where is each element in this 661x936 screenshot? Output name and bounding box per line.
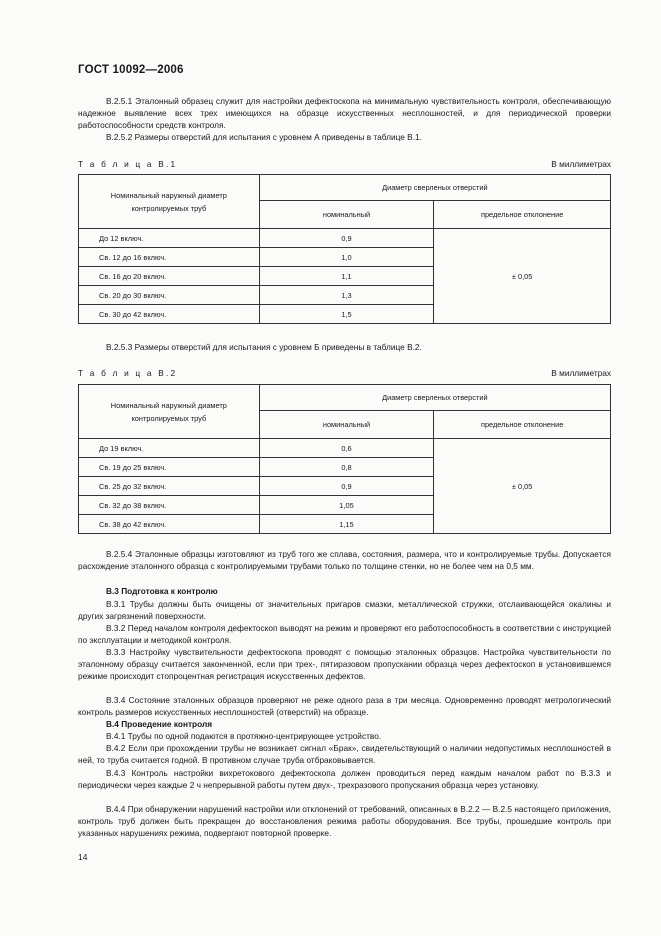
paragraph-b32: В.3.2 Перед началом контроля дефектоскоп выводят на режим и проверяют его работоспособность в соответствии с инструкцией по эксплуатации и методикой контроля. bbox=[78, 623, 611, 645]
table-row: Св. 20 до 30 включ. 1,3 bbox=[79, 286, 611, 305]
paragraph-b252: В.2.5.2 Размеры отверстий для испытания с уровнем А приведены в таблице В.1. bbox=[106, 132, 422, 142]
table-row: Св. 19 до 25 включ. 0,8 bbox=[79, 458, 611, 477]
table1 bbox=[78, 174, 611, 324]
table2-caption: Т а б л и ц а В.2 bbox=[78, 368, 178, 378]
section-heading-b4: В.4 Проведение контроля bbox=[106, 719, 213, 729]
page-number: 14 bbox=[78, 852, 88, 862]
table2-units: В миллиметрах bbox=[551, 368, 611, 378]
document-title: ГОСТ 10092—2006 bbox=[78, 64, 184, 76]
table-row: До 12 включ. 0,9 ± 0,05 bbox=[79, 229, 611, 248]
table2-col1-header: Номинальный наружный диаметр контролируемых труб bbox=[79, 385, 260, 439]
table2-group-header: Диаметр сверленых отверстий bbox=[259, 385, 610, 411]
table1-col1-header: Номинальный наружный диаметр контролируемых труб bbox=[79, 175, 260, 229]
paragraph-b42: В.4.2 Если при прохождении трубы не возникает сигнал «Брак», свидетельствующий о наличии недопустимых несплошностей в ней, то труба считается годной. В противном случае труба отбраковывается. bbox=[78, 743, 611, 765]
paragraph-b253: В.2.5.3 Размеры отверстий для испытания с уровнем Б приведены в таблице В.2. bbox=[106, 342, 422, 352]
table-row: Св. 38 до 42 включ. 1,15 bbox=[79, 515, 611, 534]
table1-tolerance: ± 0,05 bbox=[434, 229, 611, 324]
table1-units: В миллиметрах bbox=[551, 159, 611, 169]
table1-subheader-nominal: номинальный bbox=[259, 201, 434, 229]
section-heading-b3: В.3 Подготовка к контролю bbox=[106, 586, 218, 596]
table-row: Св. 32 до 38 включ. 1,05 bbox=[79, 496, 611, 515]
table1-caption: Т а б л и ц а В.1 bbox=[78, 159, 178, 169]
table2 bbox=[78, 384, 611, 534]
table-row: Св. 30 до 42 включ. 1,5 bbox=[79, 305, 611, 324]
table2-subheader-nominal: номинальный bbox=[259, 411, 434, 439]
paragraph-b44: В.4.4 При обнаружении нарушений настройки или отклонений от требований, описанных в В.2.2 — В.2.5 настоящего приложения, контроль труб должен быть прекращен до восстановления режима работы оборудования. Все трубы, прошедшие контроль при указанных нарушениях режима, подвергают повторной проверке. bbox=[78, 804, 611, 838]
table-row: Св. 25 до 32 включ. 0,9 bbox=[79, 477, 611, 496]
table2-tolerance: ± 0,05 bbox=[434, 439, 611, 534]
paragraph-b251: В.2.5.1 Эталонный образец служит для настройки дефектоскопа на минимальную чувствительность контроля, обеспечивающую надежное выявление всех трех имеющихся на образце искусственных несплошностей, и для периодической проверки работоспособности средств контроля. bbox=[78, 96, 611, 130]
table1-subheader-tolerance: предельное отклонение bbox=[434, 201, 611, 229]
paragraph-b41: В.4.1 Трубы по одной подаются в протяжно-центрирующее устройство. bbox=[106, 731, 382, 741]
table-row: До 19 включ. 0,6 ± 0,05 bbox=[79, 439, 611, 458]
paragraph-b34: В.3.4 Состояние эталонных образцов проверяют не реже одного раза в три месяца. Одновременно проводят метрологический контроль размеров искусственных несплошностей (отверстий) на образце. bbox=[78, 695, 611, 717]
paragraph-b43: В.4.3 Контроль настройки вихретокового дефектоскопа должен проводиться перед каждым началом работ по В.3.3 и периодически через каждые 2 ч непрерывной работы путем двух-, трехразового пропускания образца через установку. bbox=[78, 768, 611, 790]
paragraph-b254: В.2.5.4 Эталонные образцы изготовляют из труб того же сплава, состояния, размера, что и контролируемые трубы. Допускается расхождение эталонного образца с контролируемыми трубами только по толщине стенки, но не более чем на 0,5 мм. bbox=[78, 549, 611, 571]
table1-group-header: Диаметр сверленых отверстий bbox=[259, 175, 610, 201]
table-row: Св. 16 до 20 включ. 1,1 bbox=[79, 267, 611, 286]
paragraph-b31: В.3.1 Трубы должны быть очищены от значительных пригаров смазки, металлической стружки, отслаивающейся окалины и других загрязнений поверхности. bbox=[78, 599, 611, 621]
table-row: Св. 12 до 16 включ. 1,0 bbox=[79, 248, 611, 267]
paragraph-b33: В.3.3 Настройку чувствительности дефектоскопа проводят с помощью эталонных образцов. Настройка чувствительности по эталонному образцу считается законченной, если при трех-, пятиразовом пропускании образца через дефектоскоп в установившемся режиме происходит стопроцентная регистрация искусственных дефектов. bbox=[78, 647, 611, 681]
table2-subheader-tolerance: предельное отклонение bbox=[434, 411, 611, 439]
